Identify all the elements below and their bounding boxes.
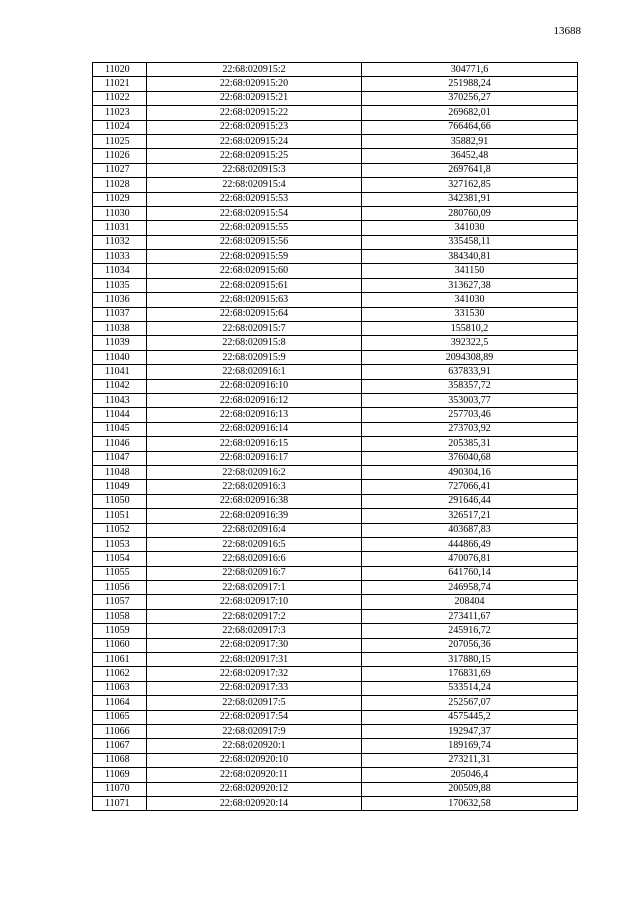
cadastral-value-cell: 392322,5 [362, 336, 578, 350]
cadastral-number-cell: 22:68:020916:15 [147, 437, 362, 451]
table-row [93, 624, 578, 638]
cadastral-value-cell: 376040,68 [362, 451, 578, 465]
cadastral-value-cell: 304771,6 [362, 63, 578, 77]
table-row [93, 609, 578, 623]
cadastral-number-cell: 22:68:020915:9 [147, 350, 362, 364]
table-row [93, 365, 578, 379]
cadastral-number-cell: 22:68:020916:14 [147, 422, 362, 436]
cadastral-number-cell: 22:68:020916:1 [147, 365, 362, 379]
table-row [93, 264, 578, 278]
cadastral-value-cell: 36452,48 [362, 149, 578, 163]
cadastral-number-cell: 22:68:020915:55 [147, 221, 362, 235]
cadastral-value-cell: 766464,66 [362, 120, 578, 134]
cadastral-value-cell: 189169,74 [362, 739, 578, 753]
cadastral-value-table [92, 62, 578, 811]
page-number: 13688 [553, 25, 581, 37]
table-row [93, 696, 578, 710]
cadastral-value-cell: 200509,88 [362, 782, 578, 796]
table-row [93, 163, 578, 177]
cadastral-number-cell: 22:68:020917:30 [147, 638, 362, 652]
row-number-cell: 11033 [93, 250, 147, 264]
cadastral-number-cell: 22:68:020920:14 [147, 796, 362, 810]
cadastral-value-cell: 273211,31 [362, 753, 578, 767]
table-row [93, 336, 578, 350]
row-number-cell: 11039 [93, 336, 147, 350]
cadastral-value-cell: 205385,31 [362, 437, 578, 451]
cadastral-number-cell: 22:68:020916:6 [147, 552, 362, 566]
table-row [93, 250, 578, 264]
cadastral-number-cell: 22:68:020920:11 [147, 768, 362, 782]
cadastral-number-cell: 22:68:020917:2 [147, 609, 362, 623]
cadastral-value-cell: 342381,91 [362, 192, 578, 206]
cadastral-value-cell: 341030 [362, 293, 578, 307]
cadastral-number-cell: 22:68:020916:3 [147, 480, 362, 494]
cadastral-number-cell: 22:68:020915:21 [147, 91, 362, 105]
table-row [93, 796, 578, 810]
cadastral-number-cell: 22:68:020920:10 [147, 753, 362, 767]
row-number-cell: 11055 [93, 566, 147, 580]
cadastral-value-cell: 341030 [362, 221, 578, 235]
table-row [93, 206, 578, 220]
table-row [93, 278, 578, 292]
cadastral-value-cell: 384340,81 [362, 250, 578, 264]
cadastral-value-cell: 403687,83 [362, 523, 578, 537]
table-row [93, 523, 578, 537]
cadastral-number-cell: 22:68:020915:53 [147, 192, 362, 206]
table-row [93, 681, 578, 695]
cadastral-value-cell: 331530 [362, 307, 578, 321]
row-number-cell: 11061 [93, 653, 147, 667]
cadastral-value-cell: 280760,09 [362, 206, 578, 220]
table-row [93, 465, 578, 479]
cadastral-value-cell: 2094308,89 [362, 350, 578, 364]
row-number-cell: 11051 [93, 509, 147, 523]
row-number-cell: 11020 [93, 63, 147, 77]
row-number-cell: 11049 [93, 480, 147, 494]
cadastral-value-cell: 35882,91 [362, 134, 578, 148]
cadastral-value-cell: 273703,92 [362, 422, 578, 436]
row-number-cell: 11059 [93, 624, 147, 638]
row-number-cell: 11058 [93, 609, 147, 623]
table-row [93, 149, 578, 163]
cadastral-number-cell: 22:68:020915:25 [147, 149, 362, 163]
table-row [93, 667, 578, 681]
cadastral-value-cell: 207056,36 [362, 638, 578, 652]
row-number-cell: 11056 [93, 581, 147, 595]
table-row [93, 422, 578, 436]
cadastral-value-cell: 533514,24 [362, 681, 578, 695]
row-number-cell: 11068 [93, 753, 147, 767]
table-row [93, 178, 578, 192]
cadastral-value-cell: 170632,58 [362, 796, 578, 810]
row-number-cell: 11029 [93, 192, 147, 206]
row-number-cell: 11027 [93, 163, 147, 177]
table-row [93, 393, 578, 407]
row-number-cell: 11022 [93, 91, 147, 105]
cadastral-number-cell: 22:68:020915:20 [147, 77, 362, 91]
cadastral-number-cell: 22:68:020915:3 [147, 163, 362, 177]
table-row [93, 322, 578, 336]
row-number-cell: 11040 [93, 350, 147, 364]
table-row [93, 91, 578, 105]
row-number-cell: 11054 [93, 552, 147, 566]
row-number-cell: 11044 [93, 408, 147, 422]
cadastral-value-cell: 273411,67 [362, 609, 578, 623]
cadastral-value-cell: 155810,2 [362, 322, 578, 336]
cadastral-value-cell: 208404 [362, 595, 578, 609]
cadastral-number-cell: 22:68:020915:59 [147, 250, 362, 264]
table-row [93, 581, 578, 595]
cadastral-number-cell: 22:68:020917:31 [147, 653, 362, 667]
row-number-cell: 11035 [93, 278, 147, 292]
table-row [93, 408, 578, 422]
cadastral-number-cell: 22:68:020916:38 [147, 494, 362, 508]
cadastral-number-cell: 22:68:020915:61 [147, 278, 362, 292]
cadastral-number-cell: 22:68:020917:5 [147, 696, 362, 710]
table-row [93, 77, 578, 91]
cadastral-number-cell: 22:68:020917:1 [147, 581, 362, 595]
table-row [93, 379, 578, 393]
table-row [93, 307, 578, 321]
cadastral-number-cell: 22:68:020916:17 [147, 451, 362, 465]
cadastral-number-cell: 22:68:020915:4 [147, 178, 362, 192]
table-row [93, 437, 578, 451]
cadastral-value-cell: 470076,81 [362, 552, 578, 566]
cadastral-value-cell: 205046,4 [362, 768, 578, 782]
cadastral-number-cell: 22:68:020915:64 [147, 307, 362, 321]
cadastral-number-cell: 22:68:020915:7 [147, 322, 362, 336]
cadastral-value-cell: 444866,49 [362, 537, 578, 551]
cadastral-number-cell: 22:68:020915:60 [147, 264, 362, 278]
row-number-cell: 11062 [93, 667, 147, 681]
row-number-cell: 11032 [93, 235, 147, 249]
table-row [93, 753, 578, 767]
cadastral-number-cell: 22:68:020915:56 [147, 235, 362, 249]
cadastral-number-cell: 22:68:020916:12 [147, 393, 362, 407]
table-row [93, 451, 578, 465]
row-number-cell: 11052 [93, 523, 147, 537]
cadastral-number-cell: 22:68:020920:12 [147, 782, 362, 796]
table-row [93, 537, 578, 551]
row-number-cell: 11041 [93, 365, 147, 379]
row-number-cell: 11043 [93, 393, 147, 407]
cadastral-value-cell: 192947,37 [362, 724, 578, 738]
row-number-cell: 11046 [93, 437, 147, 451]
table-row [93, 293, 578, 307]
table-row [93, 739, 578, 753]
table-row [93, 566, 578, 580]
row-number-cell: 11037 [93, 307, 147, 321]
cadastral-number-cell: 22:68:020916:4 [147, 523, 362, 537]
row-number-cell: 11070 [93, 782, 147, 796]
row-number-cell: 11047 [93, 451, 147, 465]
table-row [93, 63, 578, 77]
row-number-cell: 11024 [93, 120, 147, 134]
cadastral-value-cell: 353003,77 [362, 393, 578, 407]
row-number-cell: 11048 [93, 465, 147, 479]
table-body [93, 63, 578, 811]
row-number-cell: 11067 [93, 739, 147, 753]
row-number-cell: 11028 [93, 178, 147, 192]
table-row [93, 480, 578, 494]
cadastral-number-cell: 22:68:020917:33 [147, 681, 362, 695]
row-number-cell: 11063 [93, 681, 147, 695]
cadastral-value-cell: 341150 [362, 264, 578, 278]
cadastral-number-cell: 22:68:020916:2 [147, 465, 362, 479]
row-number-cell: 11025 [93, 134, 147, 148]
cadastral-number-cell: 22:68:020917:32 [147, 667, 362, 681]
row-number-cell: 11023 [93, 106, 147, 120]
cadastral-value-cell: 291646,44 [362, 494, 578, 508]
cadastral-value-cell: 370256,27 [362, 91, 578, 105]
cadastral-number-cell: 22:68:020915:63 [147, 293, 362, 307]
table-row [93, 782, 578, 796]
table-row [93, 494, 578, 508]
cadastral-number-cell: 22:68:020916:5 [147, 537, 362, 551]
cadastral-number-cell: 22:68:020916:13 [147, 408, 362, 422]
row-number-cell: 11038 [93, 322, 147, 336]
cadastral-value-cell: 313627,38 [362, 278, 578, 292]
row-number-cell: 11064 [93, 696, 147, 710]
cadastral-value-cell: 326517,21 [362, 509, 578, 523]
row-number-cell: 11026 [93, 149, 147, 163]
cadastral-value-cell: 269682,01 [362, 106, 578, 120]
cadastral-number-cell: 22:68:020917:54 [147, 710, 362, 724]
cadastral-value-cell: 358357,72 [362, 379, 578, 393]
row-number-cell: 11036 [93, 293, 147, 307]
cadastral-number-cell: 22:68:020915:23 [147, 120, 362, 134]
row-number-cell: 11071 [93, 796, 147, 810]
cadastral-number-cell: 22:68:020917:10 [147, 595, 362, 609]
cadastral-number-cell: 22:68:020916:39 [147, 509, 362, 523]
cadastral-value-cell: 245916,72 [362, 624, 578, 638]
table-row [93, 724, 578, 738]
cadastral-value-cell: 4575445,2 [362, 710, 578, 724]
row-number-cell: 11021 [93, 77, 147, 91]
row-number-cell: 11057 [93, 595, 147, 609]
row-number-cell: 11042 [93, 379, 147, 393]
row-number-cell: 11050 [93, 494, 147, 508]
table-row [93, 710, 578, 724]
cadastral-number-cell: 22:68:020920:1 [147, 739, 362, 753]
cadastral-number-cell: 22:68:020917:9 [147, 724, 362, 738]
cadastral-value-cell: 176831,69 [362, 667, 578, 681]
table-row [93, 106, 578, 120]
cadastral-value-cell: 327162,85 [362, 178, 578, 192]
table-row [93, 653, 578, 667]
table-row [93, 235, 578, 249]
row-number-cell: 11060 [93, 638, 147, 652]
row-number-cell: 11065 [93, 710, 147, 724]
row-number-cell: 11066 [93, 724, 147, 738]
table-row [93, 134, 578, 148]
cadastral-value-cell: 637833,91 [362, 365, 578, 379]
table-row [93, 768, 578, 782]
cadastral-value-cell: 252567,07 [362, 696, 578, 710]
row-number-cell: 11031 [93, 221, 147, 235]
row-number-cell: 11069 [93, 768, 147, 782]
cadastral-value-cell: 246958,74 [362, 581, 578, 595]
cadastral-number-cell: 22:68:020916:7 [147, 566, 362, 580]
cadastral-number-cell: 22:68:020916:10 [147, 379, 362, 393]
table-row [93, 192, 578, 206]
cadastral-value-cell: 727066,41 [362, 480, 578, 494]
table-row [93, 350, 578, 364]
cadastral-number-cell: 22:68:020915:2 [147, 63, 362, 77]
row-number-cell: 11053 [93, 537, 147, 551]
table-row [93, 552, 578, 566]
cadastral-value-cell: 317880,15 [362, 653, 578, 667]
cadastral-value-cell: 641760,14 [362, 566, 578, 580]
cadastral-number-cell: 22:68:020915:22 [147, 106, 362, 120]
cadastral-value-cell: 257703,46 [362, 408, 578, 422]
row-number-cell: 11045 [93, 422, 147, 436]
cadastral-value-cell: 2697641,8 [362, 163, 578, 177]
cadastral-number-cell: 22:68:020915:8 [147, 336, 362, 350]
cadastral-value-cell: 335458,11 [362, 235, 578, 249]
table-row [93, 120, 578, 134]
cadastral-value-cell: 251988,24 [362, 77, 578, 91]
table-row [93, 595, 578, 609]
cadastral-number-cell: 22:68:020917:3 [147, 624, 362, 638]
row-number-cell: 11030 [93, 206, 147, 220]
table-row [93, 509, 578, 523]
table-row [93, 638, 578, 652]
row-number-cell: 11034 [93, 264, 147, 278]
cadastral-number-cell: 22:68:020915:54 [147, 206, 362, 220]
table-row [93, 221, 578, 235]
cadastral-number-cell: 22:68:020915:24 [147, 134, 362, 148]
cadastral-value-cell: 490304,16 [362, 465, 578, 479]
